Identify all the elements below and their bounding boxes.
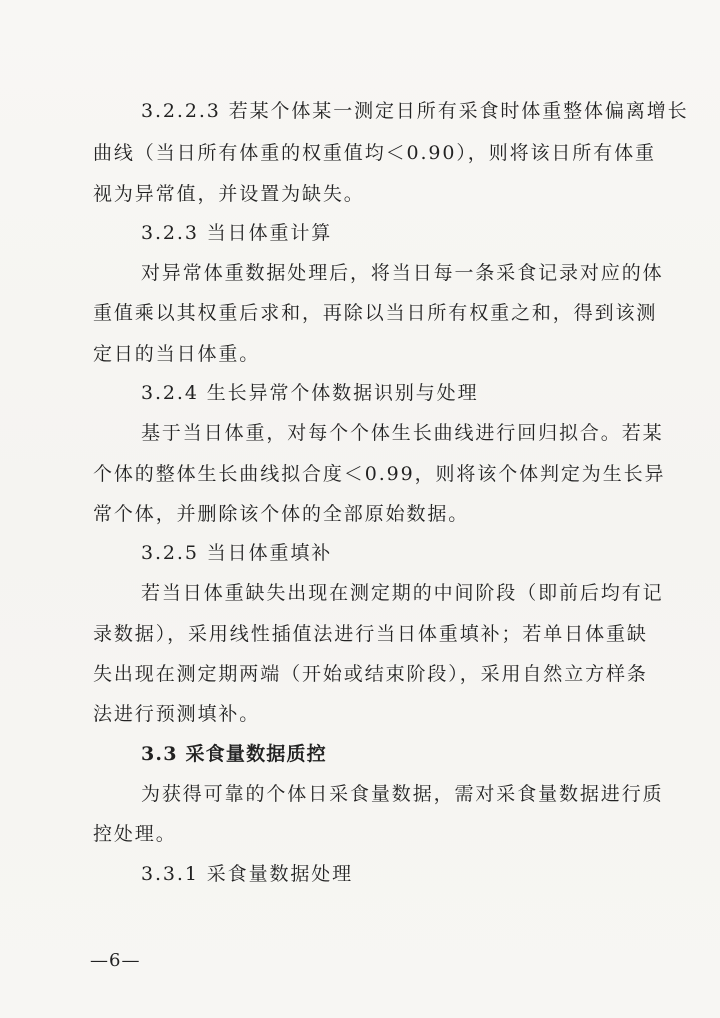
text-line: 对异常体重数据处理后，将当日每一条采食记录对应的体	[141, 262, 664, 284]
section-heading-3-3: 3.3 采食量数据质控	[141, 743, 327, 765]
text-line: 法进行预测填补。	[93, 703, 261, 725]
text-line: 常个体，并删除该个体的全部原始数据。	[93, 503, 470, 525]
page-number: —6—	[90, 950, 141, 971]
text-line: 基于当日体重，对每个个体生长曲线进行回归拟合。若某	[141, 422, 664, 444]
text-line: 个体的整体生长曲线拟合度＜0.99，则将该个体判定为生长异	[93, 463, 666, 485]
text-line: 曲线（当日所有体重的权重值均＜0.90），则将该日所有体重	[93, 142, 656, 164]
text-line: 3.2.2.3 若某个体某一测定日所有采食时体重整体偏离增长	[141, 100, 689, 122]
text-line: 若当日体重缺失出现在测定期的中间阶段（即前后均有记	[141, 582, 664, 604]
section-heading-3-2-4: 3.2.4 生长异常个体数据识别与处理	[141, 382, 479, 404]
text-line: 为获得可靠的个体日采食量数据，需对采食量数据进行质	[141, 783, 664, 805]
section-heading-3-2-5: 3.2.5 当日体重填补	[141, 542, 333, 564]
text-line: 控处理。	[93, 823, 177, 845]
text-line: 重值乘以其权重后求和，再除以当日所有权重之和，得到该测	[93, 302, 658, 324]
text-line: 视为异常值，并设置为缺失。	[93, 183, 365, 205]
text-line: 定日的当日体重。	[93, 343, 261, 365]
section-heading-3-3-1: 3.3.1 采食量数据处理	[141, 863, 354, 885]
text-line: 失出现在测定期两端（开始或结束阶段），采用自然立方样条	[93, 663, 648, 685]
text-line: 录数据），采用线性插值法进行当日体重填补；若单日体重缺	[93, 623, 648, 645]
section-heading-3-2-3: 3.2.3 当日体重计算	[141, 222, 333, 244]
